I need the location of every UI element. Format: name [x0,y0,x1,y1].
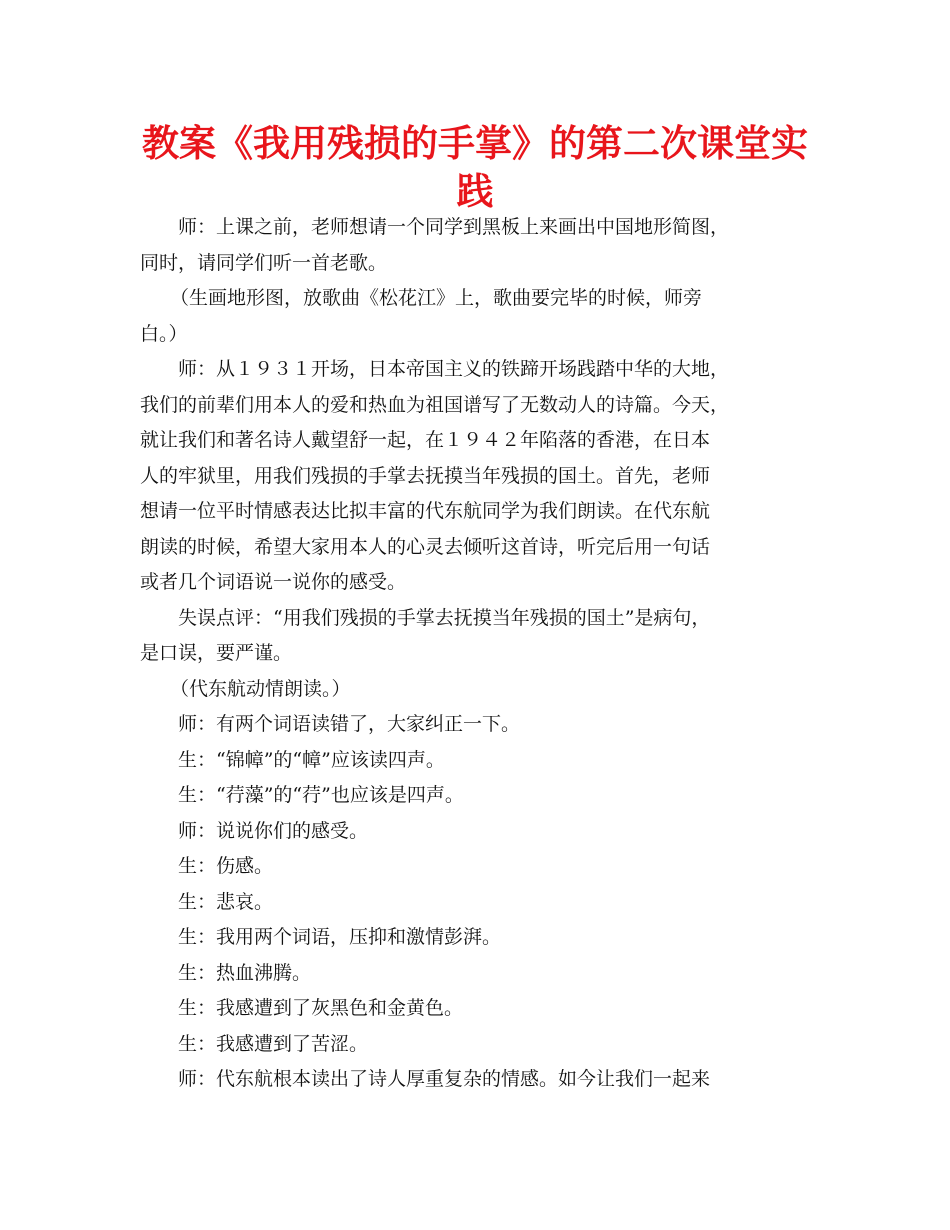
text-line: 是口误，要严谨。 [140,642,293,664]
document-body [140,210,820,1098]
text-line: 想请一位平时情感表达比拟丰富的代东航同学为我们朗读。在代东航 [140,500,711,522]
document-title: 教案《我用残损的手掌》的第二次课堂实践 [142,122,808,213]
text-line: 师：说说你们的感受。 [178,819,369,842]
text-line: 或者几个词语说一说你的感受。 [140,571,407,593]
text-line: 我们的前辈们用本人的爱和热血为祖国谱写了无数动人的诗篇。今天， [140,393,730,416]
text-line: 白。） [140,322,188,345]
text-line: 生：我感遭到了苦涩。 [178,1032,369,1055]
text-line: 朗读的时候，希望大家用本人的心灵去倾听这首诗，听完后用一句话 [140,535,711,558]
text-line: （代东航动情朗读。） [170,677,351,700]
text-line: 生：“荇藻”的“荇”也应该是四声。 [178,784,464,806]
text-line: 生：我用两个词语，压抑和激情彭湃。 [178,926,502,948]
text-line: 生：我感遭到了灰黑色和金黄色。 [178,997,464,1019]
text-line: 生：悲哀。 [178,890,274,913]
text-line: 师：从１９３１开场，日本帝国主义的铁蹄开场践踏中华的大地， [178,358,730,380]
text-line: 师：上课之前，老师想请一个同学到黑板上来画出中国地形简图， [178,216,730,238]
text-line: 人的牢狱里，用我们残损的手掌去抚摸当年残损的国土。首先，老师 [140,464,711,487]
text-line: 师：有两个词语读错了，大家纠正一下。 [178,713,521,735]
text-line: 师：代东航根本读出了诗人厚重复杂的情感。如今让我们一起来 [178,1068,711,1090]
text-line: 失误点评：“用我们残损的手掌去抚摸当年残损的国土”是病句， [178,606,711,629]
text-line: 生：伤感。 [178,855,274,877]
text-line: 就让我们和著名诗人戴望舒一起，在１９４２年陷落的香港，在日本 [140,429,711,451]
text-line: 同时，请同学们听一首老歌。 [140,251,388,274]
text-line: （生画地形图，放歌曲《松花江》上，歌曲要完毕的时候，师旁 [170,287,703,309]
text-line: 生：“锦幛”的“幛”应该读四声。 [178,748,445,771]
text-line: 生：热血沸腾。 [178,961,312,984]
